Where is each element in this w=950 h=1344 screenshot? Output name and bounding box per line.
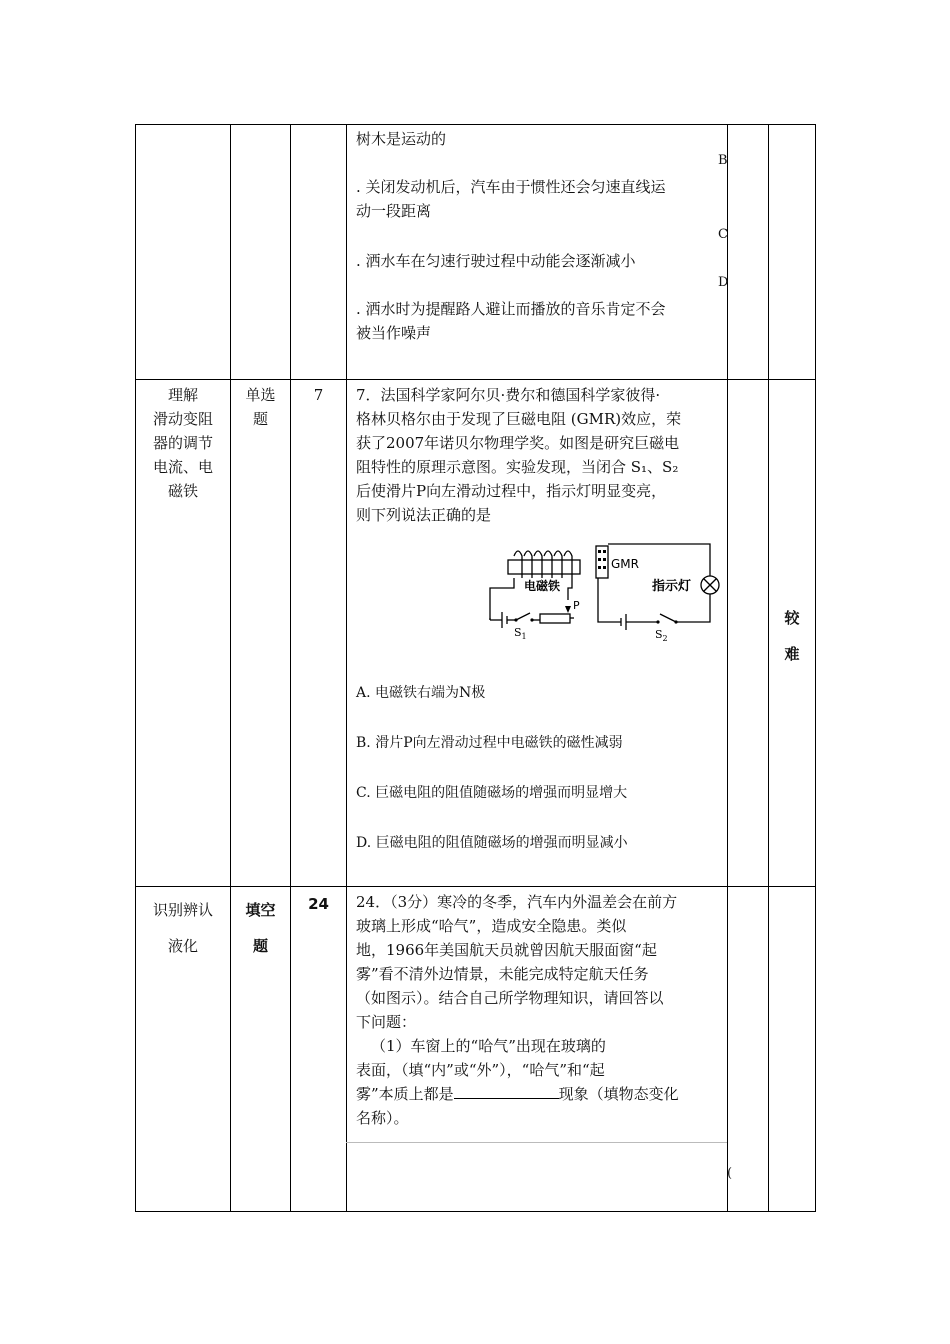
row2-option-b: B. 滑片P向左滑动过程中电磁铁的磁性减弱 (356, 735, 623, 751)
row3-topic (136, 892, 230, 964)
s2-label: $S_2$ (655, 628, 668, 643)
lamp-label: 指示灯 (652, 579, 692, 594)
row3-subquestion-line: 名称）。 (356, 1109, 409, 1127)
col-line-2 (290, 124, 291, 1212)
slider-label: P (573, 599, 580, 612)
row2-option-a: A. 电磁铁右端为N极 (356, 685, 486, 701)
gmr-label: GMR (611, 557, 639, 571)
row2-question-line: 阻特性的原理示意图。实验发现，当闭合 S₁、S₂ (356, 458, 679, 476)
row3-question-line: （如图示）。结合自己所学物理知识，请回答以 (356, 989, 664, 1007)
answer-blank[interactable] (454, 1082, 559, 1099)
row3-inner-divider (346, 1142, 727, 1143)
row3-question-number: 24 (308, 895, 329, 913)
row1-option-d-line1: . 洒水时为提醒路人避让而播放的音乐肯定不会 (356, 300, 666, 318)
row3-question-line: 24．（3分）寒冷的冬季，汽车内外温差会在前方 (356, 893, 678, 911)
row2-question-text (356, 383, 726, 527)
row2-question-line: 7．法国科学家阿尔贝·费尔和德国科学家彼得· (356, 386, 661, 404)
row3-subquestion-line: （1）车窗上的“哈气”出现在玻璃的 (371, 1037, 606, 1055)
row3-question-line: 下问题： (356, 1013, 417, 1031)
row1-option-c-letter: C (718, 227, 728, 242)
col-line-3 (346, 124, 347, 1212)
row3-subquestion-line-blank: 雾”本质上都是 现象（填物态变化 (356, 1082, 726, 1106)
row3-question-line: 地，1966年美国航天员就曾因航天服面窗“起 (356, 941, 657, 959)
row2-difficulty (769, 600, 815, 672)
s1-label: $S_1$ (514, 626, 527, 641)
row3-type-line: 填空 (245, 901, 276, 919)
row2-topic-line: 器的调节 (152, 434, 213, 452)
table-bottom-border (135, 1211, 816, 1212)
row2-option-c: C. 巨磁电阻的阻值随磁场的增强而明显增大 (356, 785, 628, 801)
row2-question-type (231, 383, 290, 431)
row2-option-d: D. 巨磁电阻的阻值随磁场的增强而明显减小 (356, 835, 628, 851)
row1-option-d-letter: D (718, 275, 729, 290)
row2-question-line: 格林贝格尔由于发现了巨磁电阻 (GMR)效应，荣 (356, 410, 682, 428)
row3-subquestion-line: 表面，（填“内”或“外”），“哈气”和“起 (356, 1061, 605, 1079)
rheostat (540, 614, 570, 623)
row1-option-b-letter: B (718, 153, 728, 168)
col-line-0 (135, 124, 136, 1212)
row2-type-line: 题 (252, 410, 268, 428)
row3-topic-line: 液化 (167, 937, 198, 955)
row2-topic-line: 磁铁 (167, 482, 198, 500)
table-top-border (135, 124, 816, 125)
row2-topic-line: 滑动变阻 (152, 410, 213, 428)
electromagnet-core (508, 560, 580, 574)
row2-question-number: 7 (313, 386, 324, 404)
row2-type-line: 单选 (245, 386, 276, 404)
row2-topic (136, 383, 230, 503)
row-divider-2 (135, 886, 816, 887)
row2-difficulty-line: 较 (784, 609, 800, 627)
row3-type-line: 题 (252, 937, 268, 955)
row1-question-line: 树木是运动的 (356, 130, 447, 148)
col-line-1 (230, 124, 231, 1212)
row1-option-c-line: . 洒水车在匀速行驶过程中动能会逐渐减小 (356, 252, 636, 270)
row1-option-b-line1: . 关闭发动机后，汽车由于惯性还会匀速直线运 (356, 178, 666, 196)
row2-question-line: 则下列说法正确的是 (356, 506, 492, 524)
row2-difficulty-line: 难 (784, 645, 800, 663)
row1-option-d-line2: 被当作噪声 (356, 324, 432, 342)
col-line-6 (815, 124, 816, 1212)
gmr-circuit-diagram (480, 538, 720, 648)
row2-question-line: 后使滑片P向左滑动过程中，指示灯明显变亮， (356, 482, 667, 500)
row3-col5-mark: ( (727, 1166, 733, 1181)
row2-topic-line: 理解 (167, 386, 198, 404)
row3-question-line: 雾”看不清外边情景，未能完成特定航天任务 (356, 965, 649, 983)
row3-question-type (231, 892, 290, 964)
row2-question-line: 获了2007年诺贝尔物理学奖。如图是研究巨磁电 (356, 434, 680, 452)
electromagnet-label: 电磁铁 (524, 579, 561, 593)
row3-question-text (356, 890, 726, 1130)
gmr-sensor (596, 546, 608, 578)
row2-topic-line: 电流、电 (152, 458, 213, 476)
row3-question-line: 玻璃上形成“哈气”，造成安全隐患。类似 (356, 917, 627, 935)
row1-option-b-line2: 动一段距离 (356, 202, 432, 220)
row3-topic-line: 识别辨认 (152, 901, 213, 919)
row-divider-1 (135, 379, 816, 380)
